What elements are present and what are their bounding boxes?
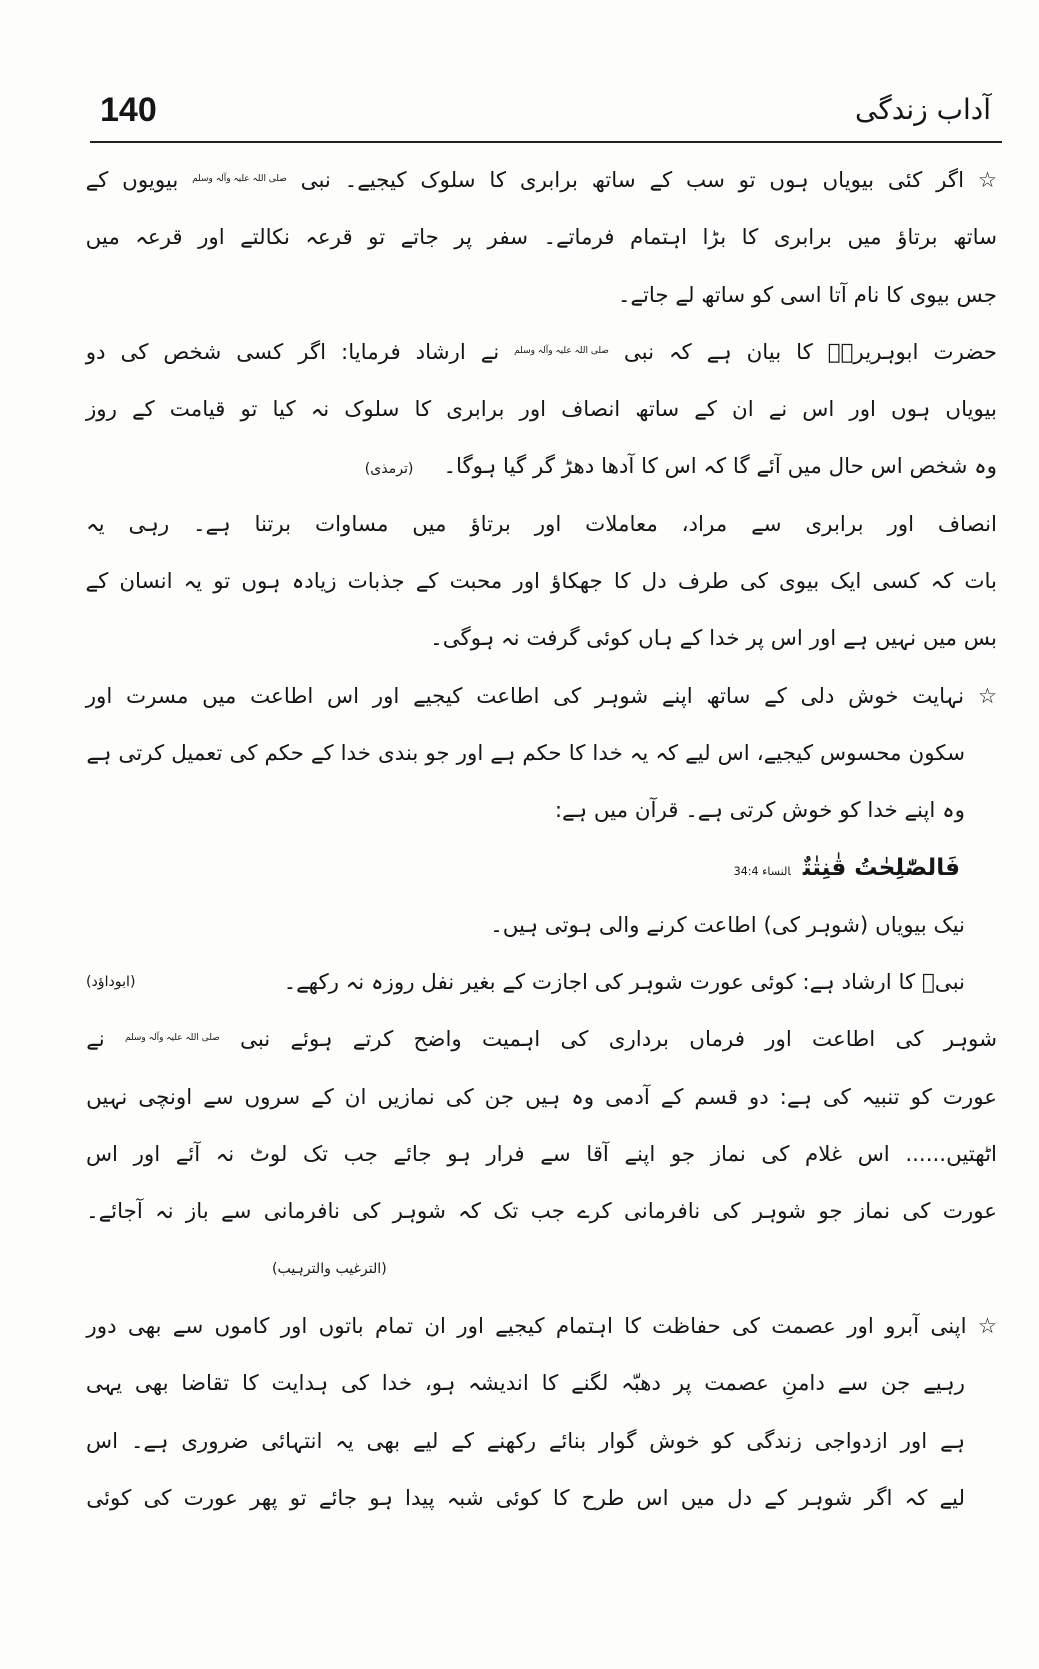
line-text: نبیؐ کا ارشاد ہے: کوئی عورت شوہر کی اجازت کے بغیر نفل روزہ نہ رکھے۔ — [283, 970, 965, 996]
text-line — [86, 1011, 997, 1068]
reference-line — [86, 1241, 997, 1298]
page-number: 140 — [100, 91, 157, 129]
text-line — [86, 668, 997, 725]
line-text: ہے اور ازدواجی زندگی کو خوش گوار بنائے رکھنے کے لیے بھی یہ انتہائی ضروری ہے۔ اس — [86, 1428, 965, 1454]
line-text: عورت کو تنبیہ کی ہے: دو قسم کے آدمی وہ ہیں جن کی نمازیں ان کے سروں سے اونچی نہیں — [86, 1084, 997, 1110]
text-segment: ☆ اگر کئی بیویاں ہوں تو سب کے ساتھ برابری کا سلوک کیجیے۔ نبی — [286, 168, 997, 193]
line-text: لیے کہ اگر شوہر کے دل میں اس طرح کا کوئی شبہ پیدا ہو جائے تو پھر عورت کی کوئی — [86, 1485, 965, 1511]
line-text: وہ شخص اس حال میں آئے گا کہ اس کا آدھا دھڑ گر گیا ہوگا۔ — [443, 454, 997, 480]
text-segment: حضرت ابوہریرہؓ کا بیان ہے کہ نبی — [608, 339, 997, 365]
line-text: سکون محسوس کیجیے، اس لیے کہ یہ خدا کا حکم ہے اور جو بندی خدا کے حکم کی تعمیل کرتی ہے — [86, 740, 965, 766]
line-text — [86, 1011, 997, 1068]
text-line — [86, 1183, 997, 1240]
line-text — [86, 152, 997, 209]
text-line — [86, 324, 997, 381]
honorific-ligature: صلی اللہ علیہ وآلہ وسلم — [192, 173, 287, 184]
text-segment: شوہر کی اطاعت اور فرماں برداری کی اہمیت واضح کرتے ہوئے نبی — [219, 1027, 997, 1053]
line-text: بات کہ کسی ایک بیوی کی طرف دل کا جھکاؤ اور محبت کے جذبات زیادہ ہوں تو یہ انسان کے — [85, 569, 997, 595]
line-text — [86, 324, 997, 381]
running-title: آداب زندگی — [855, 93, 991, 126]
citation-reference: (ابوداؤد) — [86, 974, 136, 991]
line-text: ☆ اپنی آبرو اور عصمت کی حفاظت کا اہتمام کیجیے اور ان تمام باتوں اور کاموں سے بھی دور — [86, 1313, 997, 1339]
line-text: جس بیوی کا نام آتا اسی کو ساتھ لے جاتے۔ — [617, 282, 997, 308]
honorific-ligature: صلی اللہ علیہ وآلہ وسلم — [124, 1033, 220, 1044]
honorific-ligature: صلی اللہ علیہ وآلہ وسلم — [514, 345, 609, 356]
header-rule — [90, 141, 1002, 143]
text-segment: نے ارشاد فرمایا: اگر کسی شخص کی دو — [85, 339, 515, 365]
body-text — [86, 152, 997, 1527]
text-line — [86, 1298, 997, 1355]
text-line — [86, 725, 965, 782]
text-segment: بیویوں کے — [85, 168, 193, 193]
text-line — [86, 1470, 965, 1527]
text-line — [86, 954, 965, 1011]
text-line — [86, 1069, 997, 1126]
text-line — [86, 610, 997, 667]
text-line — [86, 381, 997, 438]
text-line — [86, 1355, 965, 1412]
verse-citation: النساء 34:4 — [733, 864, 791, 878]
text-line — [86, 209, 997, 266]
line-text: بس میں نہیں ہے اور اس پر خدا کے ہاں کوئی گرفت نہ ہوگی۔ — [430, 626, 997, 652]
line-text: رہیے جن سے دامنِ عصمت پر دھبّہ لگنے کا اندیشہ ہو، خدا کی ہدایت کا تقاضا بھی یہی — [85, 1371, 965, 1397]
text-line — [86, 1413, 965, 1470]
text-line — [86, 897, 965, 954]
line-text: نیک بیویاں (شوہر کی) اطاعت کرنے والی ہوتی ہیں۔ — [490, 912, 965, 938]
citation-reference: (الترغیب والترہیب) — [272, 1260, 387, 1277]
text-line — [86, 496, 997, 553]
citation-reference: (ترمذی) — [364, 461, 414, 478]
text-line — [86, 782, 965, 839]
text-line — [86, 152, 997, 209]
text-line — [86, 1126, 997, 1183]
line-text: بیویاں ہوں اور اس نے ان کے ساتھ انصاف اور برابری کا سلوک نہ کیا تو قیامت کے روز — [85, 397, 997, 423]
verse-wrapper — [734, 840, 960, 900]
text-line — [86, 553, 997, 610]
line-text: انصاف اور برابری سے مراد، معاملات اور برتاؤ میں مساوات برتنا ہے۔ رہی یہ — [86, 511, 997, 537]
line-text: ساتھ برتاؤ میں برابری کا بڑا اہتمام فرماتے۔ سفر پر جاتے تو قرعہ نکالتے اور قرعہ میں — [85, 225, 997, 251]
text-segment: نے — [86, 1027, 125, 1053]
text-line — [86, 438, 997, 495]
line-text: ☆ نہایت خوش دلی کے ساتھ اپنے شوہر کی اطاعت کیجیے اور اس اطاعت میں مسرت اور — [85, 683, 997, 709]
line-text: اٹھتیں...... اس غلام کی نماز جو اپنے آقا سے فرار ہو جائے جب تک لوٹ نہ آئے اور اس — [85, 1142, 997, 1168]
line-text: عورت کی نماز جو شوہر کی نافرمانی کرے جب تک کہ شوہر کی نافرمانی سے باز نہ آجائے۔ — [86, 1199, 997, 1225]
quran-verse-line — [86, 840, 960, 897]
line-text: وہ اپنے خدا کو خوش کرتی ہے۔ قرآن میں ہے: — [554, 798, 965, 824]
text-line — [86, 267, 997, 324]
quran-verse: فَالصّٰلِحٰتُ قٰنِتٰتٌ — [802, 854, 960, 881]
